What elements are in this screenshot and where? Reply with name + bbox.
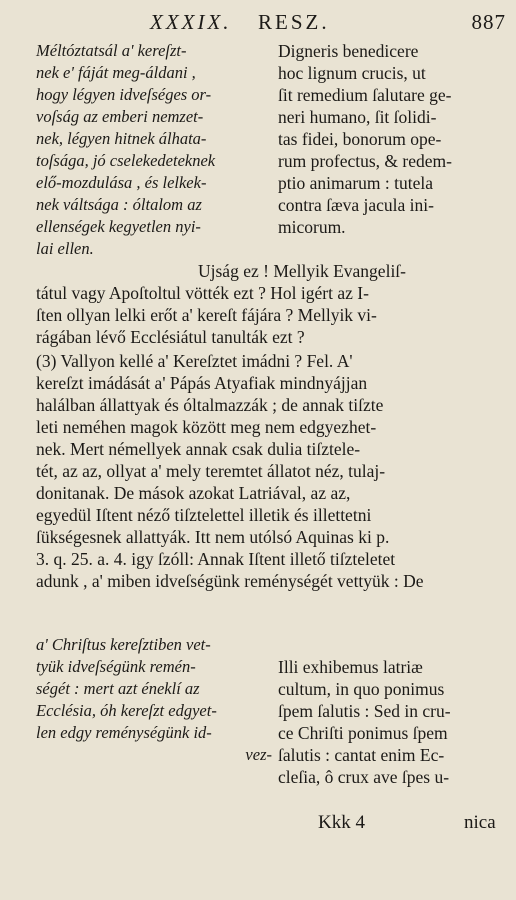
- text-line: tátul vagy Apoſtoltul vötték ezt ? Hol igért az I-: [36, 283, 369, 303]
- text-line: rum profectus, & redem-: [278, 151, 452, 171]
- latin-column: [278, 40, 504, 238]
- catchword: nica: [464, 812, 496, 833]
- latin-column-2: [278, 656, 504, 788]
- text-line: elő-mozdulása , és lelkek-: [36, 173, 207, 192]
- text-line: ptio animarum : tutela: [278, 173, 434, 193]
- text-line: voſság az emberi nemzet-: [36, 107, 204, 126]
- text-line: ſalutis : cantat enim Ec-: [278, 745, 445, 765]
- text-line: ſpem ſalutis : Sed in cru-: [278, 701, 451, 721]
- text-line: a' Chriſtus kereſztiben vet-: [36, 635, 211, 654]
- text-line: Méltóztatsál a' kereſzt-: [36, 41, 187, 60]
- text-line: ellenségek kegyetlen nyi-: [36, 217, 201, 236]
- text-line: halálban állattyak és óltalmazzák ; de annak tiſzte: [36, 395, 384, 415]
- text-line: ſten ollyan lelki erőt a' kereſt fájára ? Mellyik vi-: [36, 305, 377, 325]
- text-line: ségét : mert azt éneklí az: [36, 679, 200, 698]
- text-line: ſükségesnek allattyák. Itt nem utólsó Aquinas ki p.: [36, 527, 390, 547]
- text-line: Ujság ez ! Mellyik Evangeliſ-: [198, 261, 406, 281]
- text-line: cultum, in quo ponimus: [278, 679, 445, 699]
- text-line: Illi exhibemus latriæ: [278, 657, 423, 677]
- question-paragraph: [36, 350, 506, 592]
- text-line: ſit remedium ſalutare ge-: [278, 85, 452, 105]
- text-line: adunk , a' miben idveſségünk reménységét vettyük : De: [36, 571, 424, 591]
- signature-mark: Kkk 4: [318, 812, 365, 833]
- text-line: nek, légyen hitnek álhata-: [36, 129, 207, 148]
- text-line: kereſzt imádását a' Pápás Atyafiak mindnyájjan: [36, 373, 368, 393]
- paragraph-continuation: [198, 260, 508, 282]
- text-line: tas fidei, bonorum ope-: [278, 129, 442, 149]
- text-line: toſsága, jó cselekedeteknek: [36, 151, 216, 170]
- text-line: contra ſæva jacula ini-: [278, 195, 434, 215]
- paragraph-body: [36, 282, 506, 348]
- text-line: cleſia, ô crux ave ſpes u-: [278, 767, 450, 787]
- text-line: nek váltsága : óltalom az: [36, 195, 202, 214]
- text-line: nek e' fáját meg-áldani ,: [36, 63, 196, 82]
- text-line: Ecclésia, óh kereſzt edgyet-: [36, 701, 217, 720]
- text-line: tét, az az, ollyat a' mely teremtet állatot néz, tulaj-: [36, 461, 386, 481]
- text-line: donitanak. De mások azokat Latriával, az az,: [36, 483, 351, 503]
- text-line: nek. Mert némellyek annak csak dulia tiſztele-: [36, 439, 361, 459]
- page-number: 887: [471, 10, 506, 34]
- text-line: neri humano, ſit ſolidi-: [278, 107, 437, 127]
- text-line: tyük idveſségünk remén-: [36, 657, 196, 676]
- hungarian-column: [36, 40, 272, 260]
- chapter-label: RESZ.: [258, 10, 330, 34]
- text-line: len edgy reménységünk id-: [36, 723, 212, 742]
- chapter-number: XXXIX.: [150, 10, 232, 34]
- text-line: lai ellen.: [36, 239, 94, 258]
- text-line: egyedül Iſtent néző tiſztelettel illetik és illettetni: [36, 505, 372, 525]
- text-line: leti neméhen magok között meg nem edgyezhet-: [36, 417, 377, 437]
- text-line: hogy légyen idveſséges or-: [36, 85, 212, 104]
- text-line: ce Chriſti ponimus ſpem: [278, 723, 448, 743]
- text-line: vez-: [245, 745, 272, 764]
- running-header: [0, 10, 516, 38]
- text-line: Digneris benedicere: [278, 41, 419, 61]
- text-line: hoc lignum crucis, ut: [278, 63, 426, 83]
- text-line: micorum.: [278, 217, 346, 237]
- text-line: (3) Vallyon kellé a' Kereſztet imádni ? Fel. A': [36, 351, 353, 371]
- text-line: 3. q. 25. a. 4. igy ſzóll: Annak Iſtent illető tiſzteletet: [36, 549, 396, 569]
- hungarian-column-2: [36, 634, 272, 766]
- text-line: rágában lévő Ecclésiátul tanulták ezt ?: [36, 327, 305, 347]
